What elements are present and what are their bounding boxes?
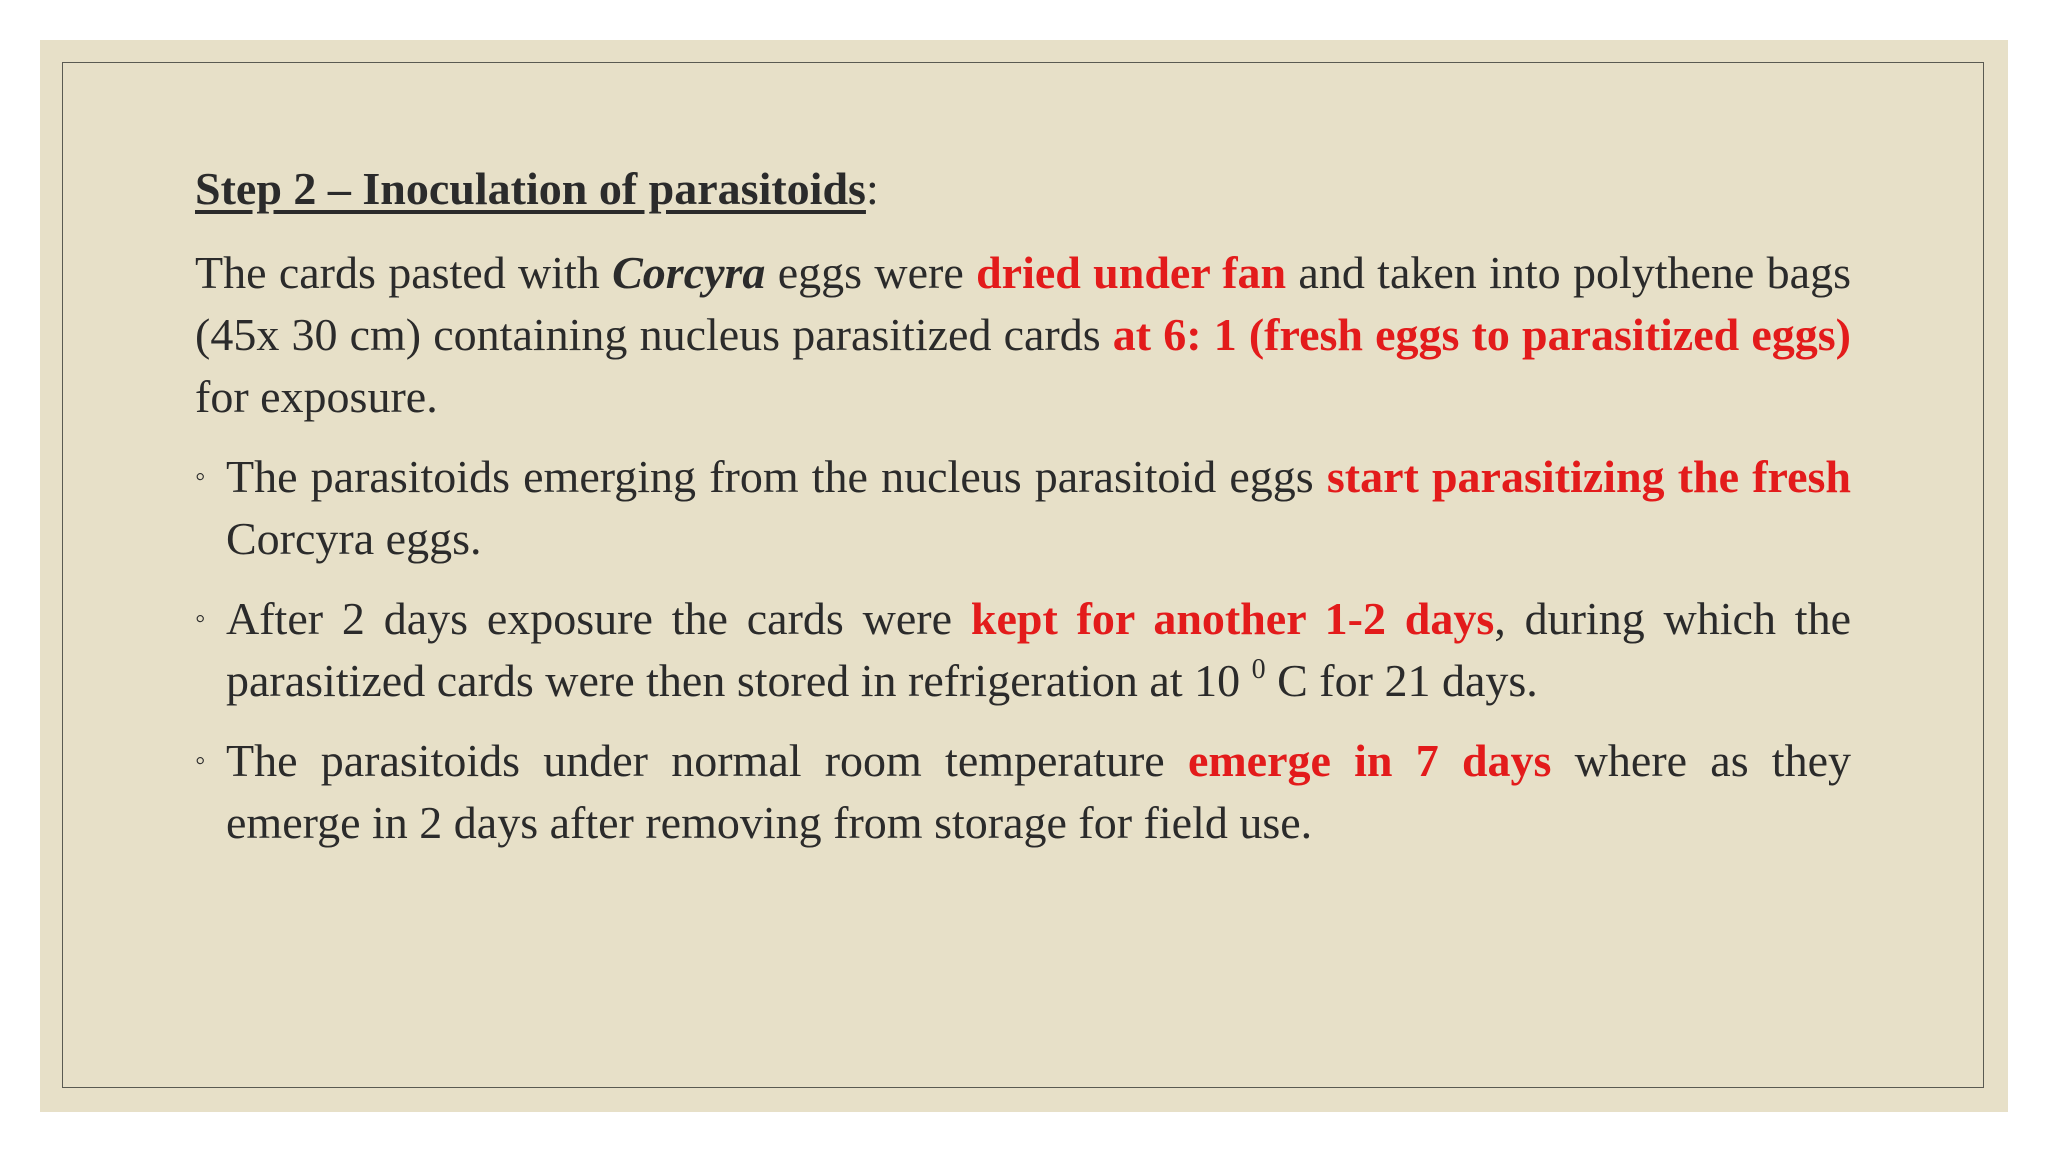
bullet-item-1: [195, 446, 1851, 570]
bullet-3-highlight: emerge in 7 days: [1187, 735, 1552, 786]
heading-title: Step 2 – Inoculation of parasitoids: [195, 163, 866, 214]
bullet-2-highlight: kept for another 1-2 days: [970, 593, 1495, 644]
intro-text-3: and taken into polythene bags (45x 30 cm) containing nucleus parasitized cards: [195, 247, 1851, 360]
bullet-3-text-1: The parasitoids under normal room temperature: [226, 735, 1188, 786]
bullet-2-text-1: After 2 days exposure the cards were: [226, 593, 971, 644]
bullet-marker: ◦: [195, 460, 206, 493]
degree-superscript: 0: [1251, 654, 1266, 685]
bullet-1-text-2: Corcyra eggs.: [226, 513, 482, 564]
intro-species: Corcyra: [612, 247, 766, 298]
intro-paragraph: [195, 242, 1851, 428]
intro-highlight-2: at 6: 1 (fresh eggs to parasitized eggs): [1112, 309, 1852, 360]
bullet-marker: ◦: [195, 602, 206, 635]
intro-text-2: eggs were: [765, 247, 977, 298]
bullet-1-text-1: The parasitoids emerging from the nucleus parasitoid eggs: [226, 451, 1327, 502]
bullet-item-3: [195, 730, 1851, 854]
slide: [40, 40, 2008, 1112]
bullet-1-highlight: start parasitizing the fresh: [1326, 451, 1851, 502]
heading-colon: :: [865, 163, 879, 214]
bullet-3-text-2: where as they emerge in 2 days after removing from storage for field use.: [226, 735, 1852, 848]
intro-text-4: for exposure.: [195, 371, 438, 422]
bullet-item-2: [195, 588, 1851, 712]
bullet-2-text-3: C for 21 days.: [1265, 655, 1538, 706]
slide-heading: [195, 158, 1851, 220]
bullet-2-text-2: , during which the parasitized cards were then stored in refrigeration at 10: [226, 593, 1851, 706]
intro-highlight-1: dried under fan: [976, 247, 1287, 298]
slide-content: [195, 158, 1851, 872]
bullet-marker: ◦: [195, 744, 206, 777]
intro-text-1: The cards pasted with: [195, 247, 613, 298]
